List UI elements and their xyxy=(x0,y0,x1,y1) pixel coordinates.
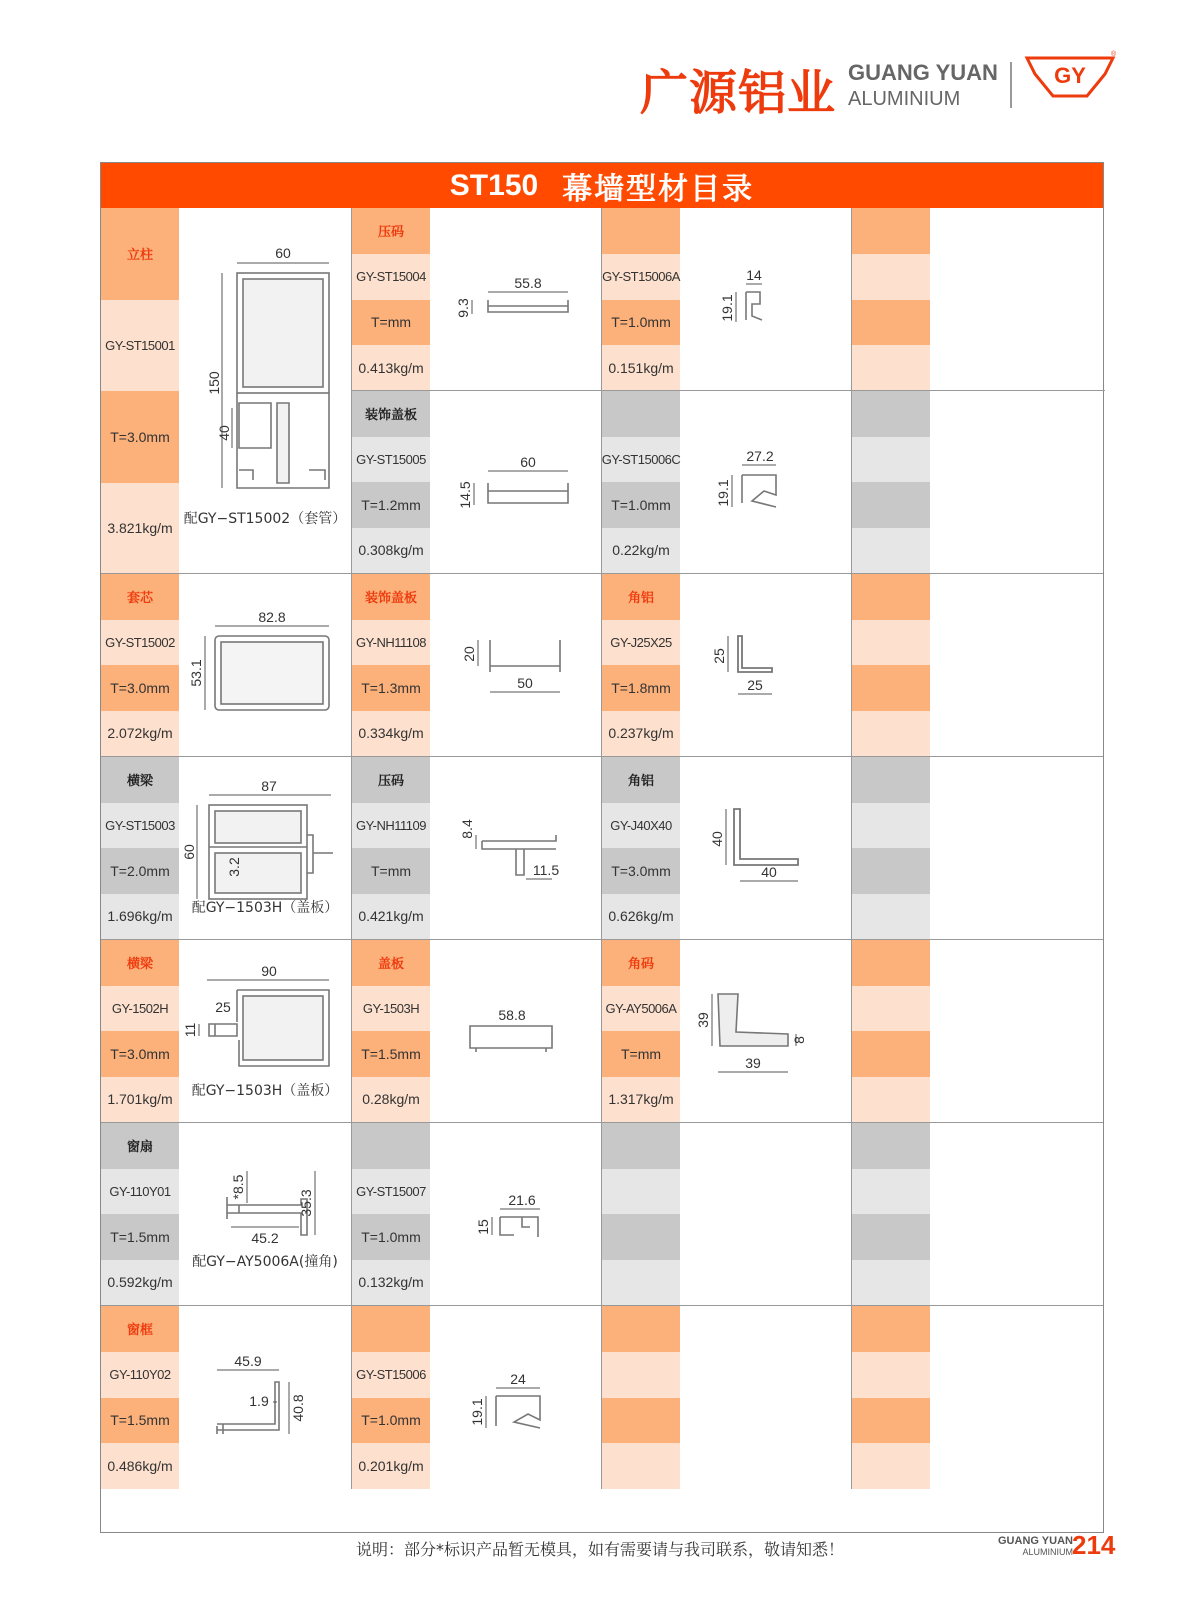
profile-code: GY-ST15006C xyxy=(602,437,680,483)
profile-kind xyxy=(602,1306,680,1352)
profile-drawing xyxy=(430,208,602,391)
svg-text:55.8: 55.8 xyxy=(514,275,542,291)
profile-kind: 套芯 xyxy=(101,574,179,620)
profile-cell-j40x40 xyxy=(601,757,852,939)
profile-code xyxy=(852,620,930,666)
profile-drawing xyxy=(680,757,852,939)
profile-kind xyxy=(852,1306,930,1352)
brand-name-en-line2: ALUMINIUM xyxy=(848,88,961,110)
profile-code: GY-NH11109 xyxy=(352,803,430,849)
profile-note: 配GY−ST15002（套管） xyxy=(183,511,347,527)
profile-kind: 装饰盖板 xyxy=(352,391,430,437)
profile-drawing xyxy=(179,574,351,756)
svg-text:45.2: 45.2 xyxy=(251,1230,279,1246)
profile-weight: 0.413kg/m xyxy=(352,345,430,391)
profile-kind: 窗框 xyxy=(101,1306,179,1352)
profile-section-icon xyxy=(680,940,852,1123)
profile-weight: 1.701kg/m xyxy=(101,1077,179,1123)
profile-kind xyxy=(852,391,930,437)
svg-text:58.8: 58.8 xyxy=(498,1007,526,1023)
profile-section-icon xyxy=(680,208,852,391)
profile-weight: 0.237kg/m xyxy=(602,711,680,757)
svg-text:9.3: 9.3 xyxy=(455,298,471,318)
table-row xyxy=(101,757,1103,940)
profile-thickness: T=3.0mm xyxy=(101,1031,179,1077)
svg-text:53.1: 53.1 xyxy=(188,659,204,687)
profile-cell-110y01 xyxy=(101,1123,351,1305)
profile-code xyxy=(852,803,930,849)
profile-code: GY-ST15006A xyxy=(602,254,680,300)
svg-text:50: 50 xyxy=(517,675,533,691)
svg-text:11: 11 xyxy=(182,1022,198,1038)
profile-thickness xyxy=(852,848,930,894)
profile-cell-nh11108 xyxy=(351,574,602,756)
profile-thickness xyxy=(602,1214,680,1260)
profile-thickness: T=1.8mm xyxy=(602,665,680,711)
catalog-table xyxy=(100,162,1104,1533)
profile-cell-empty xyxy=(851,1123,1106,1305)
svg-text:40.8: 40.8 xyxy=(290,1394,306,1422)
profile-cell-1502h xyxy=(101,940,351,1122)
brand-name-cn: 广源铝业 xyxy=(640,65,837,121)
profile-weight: 0.421kg/m xyxy=(352,894,430,940)
profile-thickness: T=1.5mm xyxy=(352,1031,430,1077)
profile-section-icon xyxy=(680,391,852,574)
svg-text:GY: GY xyxy=(1054,63,1086,88)
profile-code: GY-ST15005 xyxy=(352,437,430,483)
svg-text:25: 25 xyxy=(747,677,763,693)
profile-kind: 装饰盖板 xyxy=(352,574,430,620)
profile-weight xyxy=(852,711,930,757)
footer-brand xyxy=(998,1535,1073,1557)
profile-weight xyxy=(852,1260,930,1306)
svg-text:82.8: 82.8 xyxy=(258,609,286,625)
svg-text:21.6: 21.6 xyxy=(508,1192,536,1208)
svg-text:20: 20 xyxy=(461,646,477,662)
profile-cell-empty xyxy=(851,940,1106,1122)
profile-code: GY-ST15004 xyxy=(352,254,430,300)
profile-weight: 1.696kg/m xyxy=(101,894,179,940)
profile-section-icon xyxy=(430,1306,602,1489)
profile-cell-st15003 xyxy=(101,757,351,939)
profile-code xyxy=(602,1169,680,1215)
profile-cell-st15006c xyxy=(601,391,852,573)
profile-kind xyxy=(852,574,930,620)
profile-note: 配GY−1503H（盖板） xyxy=(191,1083,339,1099)
svg-text:19.1: 19.1 xyxy=(715,479,731,507)
profile-drawing xyxy=(179,757,351,939)
profile-weight: 0.334kg/m xyxy=(352,711,430,757)
profile-code: GY-AY5006A xyxy=(602,986,680,1032)
svg-text:40: 40 xyxy=(216,425,232,441)
svg-text:60: 60 xyxy=(275,245,291,261)
profile-section-icon xyxy=(430,208,602,391)
profile-drawing xyxy=(430,757,602,939)
profile-cell-st15007 xyxy=(351,1123,602,1305)
profile-section-icon xyxy=(430,574,602,757)
profile-cell-empty xyxy=(851,1306,1106,1489)
profile-drawing xyxy=(179,1306,351,1489)
profile-kind xyxy=(852,940,930,986)
profile-kind xyxy=(852,1123,930,1169)
brand-logo-icon xyxy=(1025,50,1115,106)
profile-weight: 0.132kg/m xyxy=(352,1260,430,1306)
profile-cell-empty xyxy=(601,1123,852,1305)
profile-weight: 0.308kg/m xyxy=(352,528,430,574)
catalog-model: ST150 xyxy=(449,168,539,202)
profile-thickness xyxy=(852,1398,930,1444)
footer-note: 说明：部分*标识产品暂无模具，如有需要请与我司联系，敬请知悉！ xyxy=(355,1540,844,1559)
profile-code: GY-ST15003 xyxy=(101,803,179,849)
profile-section-icon xyxy=(680,574,852,757)
profile-code: GY-ST15001 xyxy=(101,300,179,392)
profile-section-icon xyxy=(680,757,852,940)
profile-cell-st15002 xyxy=(101,574,351,756)
profile-weight: 0.592kg/m xyxy=(101,1260,179,1306)
brand-name-en-line1: GUANG YUAN xyxy=(848,60,998,85)
profile-drawing xyxy=(680,574,852,756)
table-row xyxy=(101,940,1103,1123)
svg-text:14: 14 xyxy=(746,267,762,283)
profile-kind xyxy=(852,757,930,803)
page-number: 214 xyxy=(1072,1530,1116,1560)
profile-thickness xyxy=(852,1031,930,1077)
profile-section-icon xyxy=(430,757,602,940)
svg-text:90: 90 xyxy=(261,963,277,979)
profile-thickness: T=1.5mm xyxy=(101,1214,179,1260)
profile-code: GY-ST15002 xyxy=(101,620,179,666)
profile-section-icon xyxy=(179,1123,351,1306)
profile-code xyxy=(602,1352,680,1398)
profile-drawing xyxy=(680,940,852,1122)
catalog-name: 幕墙型材目录 xyxy=(562,171,755,207)
profile-weight xyxy=(852,528,930,574)
svg-text:19.1: 19.1 xyxy=(469,1398,485,1426)
svg-text:3.2: 3.2 xyxy=(226,857,242,877)
profile-cell-empty xyxy=(851,391,1106,573)
profile-kind: 横梁 xyxy=(101,757,179,803)
profile-note: 配GY−AY5006A(撞角) xyxy=(192,1254,338,1270)
profile-cell-empty xyxy=(851,757,1106,939)
svg-text:87: 87 xyxy=(261,778,277,794)
profile-weight: 0.28kg/m xyxy=(352,1077,430,1123)
profile-code xyxy=(852,1352,930,1398)
svg-text:60: 60 xyxy=(520,454,536,470)
profile-weight: 0.201kg/m xyxy=(352,1443,430,1489)
profile-section-icon xyxy=(179,574,351,757)
profile-thickness xyxy=(852,300,930,346)
profile-thickness: T=1.2mm xyxy=(352,482,430,528)
profile-kind: 压码 xyxy=(352,208,430,254)
profile-thickness: T=1.0mm xyxy=(602,300,680,346)
profile-cell-1503h xyxy=(351,940,602,1122)
svg-text:15: 15 xyxy=(475,1219,491,1235)
profile-drawing xyxy=(680,208,852,391)
svg-text:19.1: 19.1 xyxy=(719,294,735,322)
profile-weight xyxy=(852,1077,930,1123)
profile-kind xyxy=(602,1123,680,1169)
svg-text:27.2: 27.2 xyxy=(746,448,774,464)
profile-thickness: T=1.3mm xyxy=(352,665,430,711)
profile-thickness: T=mm xyxy=(352,300,430,346)
profile-weight xyxy=(852,894,930,940)
profile-thickness xyxy=(602,1398,680,1444)
profile-weight: 0.151kg/m xyxy=(602,345,680,391)
profile-code: GY-110Y02 xyxy=(101,1352,179,1398)
svg-text:60: 60 xyxy=(181,844,197,860)
profile-cell-empty xyxy=(851,208,1106,391)
profile-kind: 角铝 xyxy=(602,757,680,803)
profile-thickness: T=mm xyxy=(352,848,430,894)
table-row xyxy=(101,1123,1103,1306)
svg-text:39: 39 xyxy=(695,1012,711,1028)
profile-drawing xyxy=(430,1306,602,1489)
profile-cell-j25x25 xyxy=(601,574,852,756)
profile-cell-st15004 xyxy=(351,208,602,391)
profile-drawing xyxy=(430,940,602,1122)
svg-text:40: 40 xyxy=(761,864,777,880)
profile-weight xyxy=(602,1260,680,1306)
profile-kind: 横梁 xyxy=(101,940,179,986)
profile-thickness: T=2.0mm xyxy=(101,848,179,894)
profile-cell-st15006 xyxy=(351,1306,602,1489)
svg-text:8: 8 xyxy=(791,1036,807,1044)
profile-thickness: T=1.0mm xyxy=(602,482,680,528)
table-row xyxy=(101,1306,1103,1489)
table-row xyxy=(101,574,1103,757)
profile-drawing xyxy=(179,1123,351,1305)
profile-kind: 压码 xyxy=(352,757,430,803)
footer-brand-line2: ALUMINIUM xyxy=(1022,1547,1073,1557)
footer-brand-line1: GUANG YUAN xyxy=(998,1535,1073,1547)
profile-code xyxy=(852,437,930,483)
profile-weight xyxy=(602,1443,680,1489)
profile-cell-empty xyxy=(601,1306,852,1489)
profile-code: GY-ST15007 xyxy=(352,1169,430,1215)
profile-thickness: T=1.0mm xyxy=(352,1214,430,1260)
svg-text:8.4: 8.4 xyxy=(459,819,475,839)
svg-text:25: 25 xyxy=(711,648,727,664)
profile-thickness: T=1.5mm xyxy=(101,1398,179,1444)
profile-code: GY-110Y01 xyxy=(101,1169,179,1215)
profile-kind: 角码 xyxy=(602,940,680,986)
profile-kind: 角铝 xyxy=(602,574,680,620)
profile-weight: 0.486kg/m xyxy=(101,1443,179,1489)
profile-code xyxy=(852,254,930,300)
profile-weight: 0.626kg/m xyxy=(602,894,680,940)
profile-kind: 立柱 xyxy=(101,208,179,300)
svg-text:1.9: 1.9 xyxy=(249,1393,269,1409)
catalog-title xyxy=(101,163,1103,208)
profile-kind: 盖板 xyxy=(352,940,430,986)
svg-text:35.3: 35.3 xyxy=(298,1189,314,1217)
profile-thickness xyxy=(852,665,930,711)
profile-weight xyxy=(852,1443,930,1489)
profile-weight: 2.072kg/m xyxy=(101,711,179,757)
profile-drawing xyxy=(179,940,351,1122)
profile-note: 配GY−1503H（盖板） xyxy=(191,900,339,916)
profile-thickness: T=3.0mm xyxy=(602,848,680,894)
profile-drawing xyxy=(680,391,852,573)
svg-text:45.9: 45.9 xyxy=(234,1353,262,1369)
profile-cell-nh11109 xyxy=(351,757,602,939)
brand-separator xyxy=(1010,62,1012,108)
profile-code xyxy=(852,1169,930,1215)
svg-text:150: 150 xyxy=(206,371,222,395)
profile-code: GY-NH11108 xyxy=(352,620,430,666)
profile-drawing xyxy=(430,1123,602,1305)
profile-section-icon xyxy=(430,391,602,574)
profile-section-icon xyxy=(179,1306,351,1489)
table-row xyxy=(101,391,1103,574)
svg-text:40: 40 xyxy=(709,831,725,847)
profile-code xyxy=(852,986,930,1032)
profile-cell-st15005 xyxy=(351,391,602,573)
profile-cell-empty xyxy=(851,574,1106,756)
svg-text:11.5: 11.5 xyxy=(532,862,560,878)
profile-kind xyxy=(352,1306,430,1352)
profile-cell-st15006a xyxy=(601,208,852,391)
profile-code: GY-J25X25 xyxy=(602,620,680,666)
profile-kind xyxy=(602,391,680,437)
profile-code: GY-1502H xyxy=(101,986,179,1032)
profile-thickness: T=1.0mm xyxy=(352,1398,430,1444)
profile-weight: 3.821kg/m xyxy=(101,483,179,575)
profile-section-icon xyxy=(430,1123,602,1306)
profile-code: GY-ST15006 xyxy=(352,1352,430,1398)
profile-thickness xyxy=(852,1214,930,1260)
profile-thickness: T=3.0mm xyxy=(101,665,179,711)
svg-text:*8.5: *8.5 xyxy=(230,1174,246,1200)
profile-cell-110y02 xyxy=(101,1306,351,1489)
profile-code: GY-1503H xyxy=(352,986,430,1032)
svg-text:14.5: 14.5 xyxy=(457,481,473,509)
svg-text:24: 24 xyxy=(510,1371,526,1387)
profile-thickness xyxy=(852,482,930,528)
profile-cell-ay5006a xyxy=(601,940,852,1122)
profile-drawing xyxy=(430,391,602,573)
svg-text:®: ® xyxy=(1111,51,1117,58)
profile-weight: 0.22kg/m xyxy=(602,528,680,574)
svg-text:39: 39 xyxy=(745,1055,761,1071)
profile-section-icon xyxy=(430,940,602,1123)
profile-drawing xyxy=(430,574,602,756)
profile-code: GY-J40X40 xyxy=(602,803,680,849)
profile-weight xyxy=(852,345,930,391)
profile-thickness: T=3.0mm xyxy=(101,391,179,483)
profile-kind: 窗扇 xyxy=(101,1123,179,1169)
profile-kind xyxy=(852,208,930,254)
svg-text:25: 25 xyxy=(215,999,231,1015)
profile-kind xyxy=(352,1123,430,1169)
profile-thickness: T=mm xyxy=(602,1031,680,1077)
profile-kind xyxy=(602,208,680,254)
profile-weight: 1.317kg/m xyxy=(602,1077,680,1123)
